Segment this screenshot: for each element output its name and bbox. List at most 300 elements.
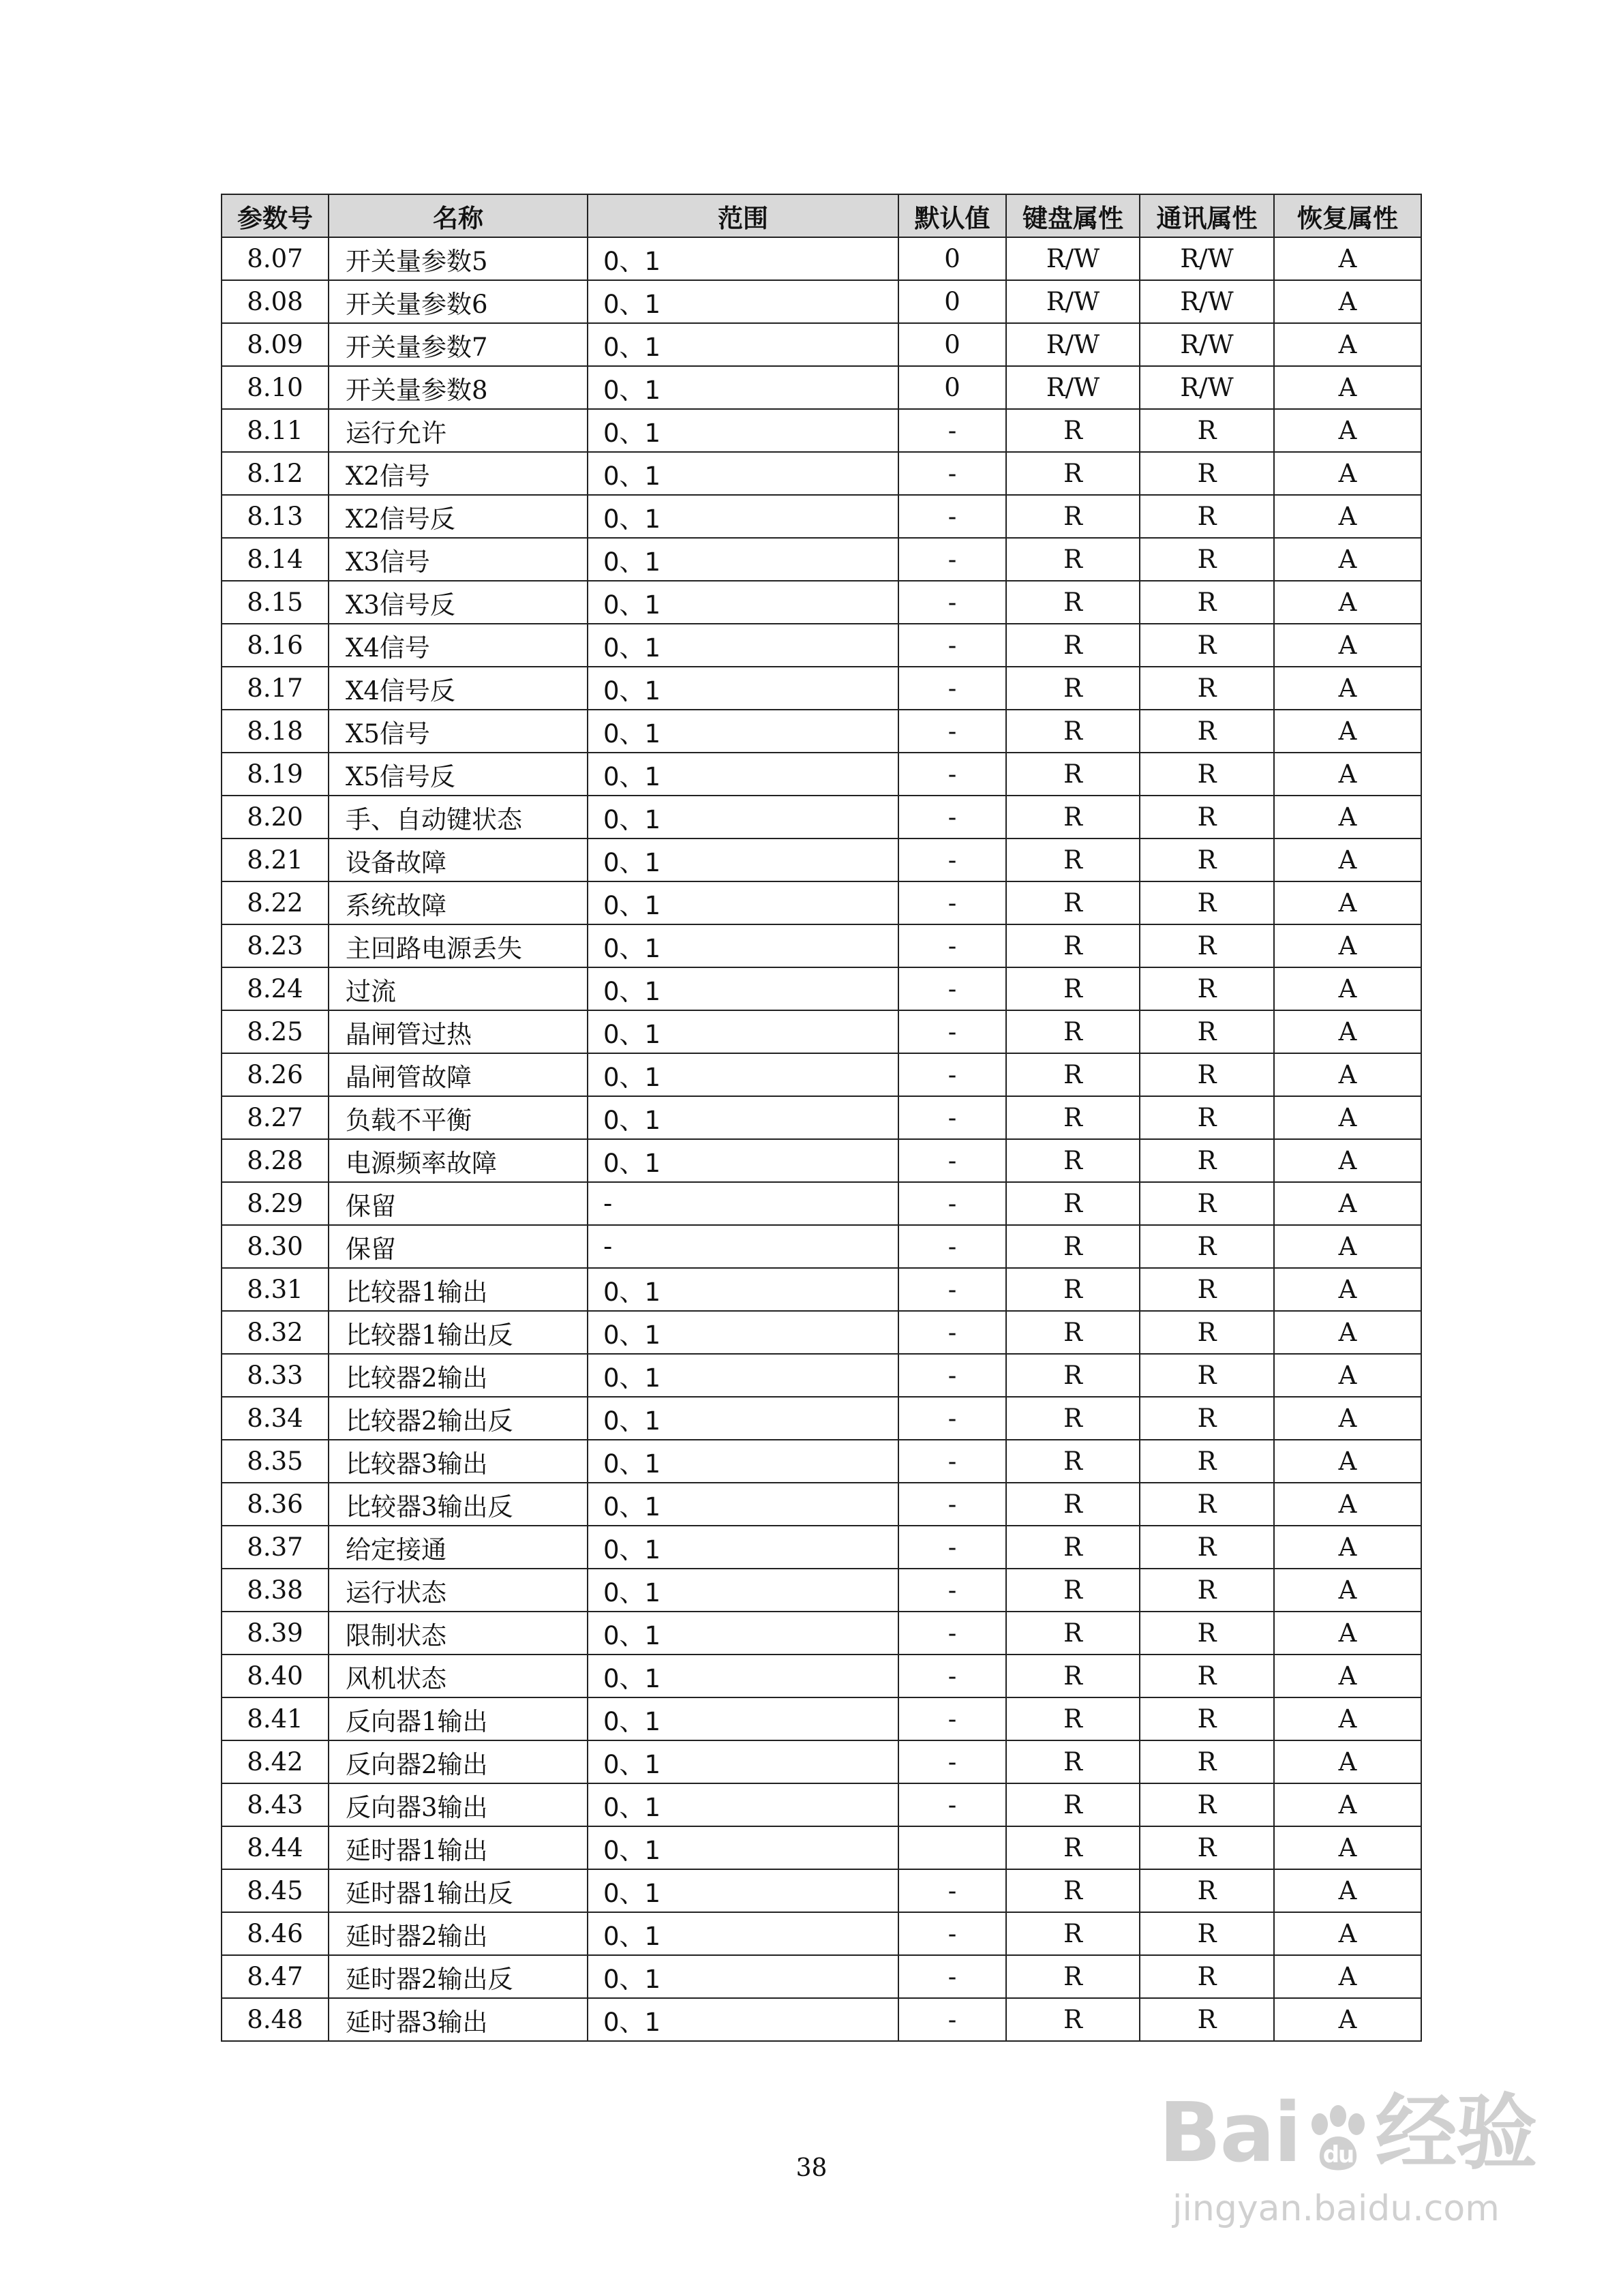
cell-param-no: 8.38 — [222, 1569, 329, 1612]
cell-restore-attr: A — [1274, 1483, 1421, 1526]
cell-default: - — [898, 1397, 1006, 1440]
cell-default: 0 — [898, 237, 1006, 280]
table-body — [222, 237, 1421, 2041]
cell-param-no: 8.33 — [222, 1354, 329, 1397]
cell-comm-attr: R — [1140, 1182, 1274, 1225]
cell-keyboard-attr: R — [1006, 1655, 1140, 1697]
table-row — [222, 710, 1421, 753]
cell-default: - — [898, 967, 1006, 1010]
cell-param-no: 8.20 — [222, 796, 329, 839]
cell-keyboard-attr: R — [1006, 1483, 1140, 1526]
cell-keyboard-attr: R — [1006, 967, 1140, 1010]
cell-restore-attr: A — [1274, 1096, 1421, 1139]
cell-comm-attr: R — [1140, 409, 1274, 452]
header-param-no: 参数号 — [222, 194, 329, 237]
cell-default: - — [898, 667, 1006, 710]
table-row — [222, 796, 1421, 839]
cell-name: 比较器2输出 — [329, 1354, 588, 1397]
cell-default: - — [898, 1268, 1006, 1311]
cell-param-no: 8.10 — [222, 366, 329, 409]
cell-keyboard-attr: R — [1006, 796, 1140, 839]
cell-range: 0、1 — [588, 1998, 898, 2041]
table-row — [222, 1483, 1421, 1526]
cell-param-no: 8.34 — [222, 1397, 329, 1440]
cell-param-no: 8.41 — [222, 1697, 329, 1740]
cell-comm-attr: R — [1140, 753, 1274, 796]
cell-comm-attr: R — [1140, 1526, 1274, 1569]
cell-keyboard-attr: R — [1006, 1096, 1140, 1139]
cell-param-no: 8.45 — [222, 1869, 329, 1912]
cell-range: 0、1 — [588, 452, 898, 495]
cell-range: 0、1 — [588, 1826, 898, 1869]
cell-default: - — [898, 796, 1006, 839]
cell-comm-attr: R — [1140, 1826, 1274, 1869]
cell-default: - — [898, 495, 1006, 538]
paw-icon — [1301, 2101, 1376, 2176]
table-row — [222, 409, 1421, 452]
cell-range: 0、1 — [588, 839, 898, 881]
cell-restore-attr: A — [1274, 967, 1421, 1010]
cell-default: - — [898, 1139, 1006, 1182]
cell-restore-attr: A — [1274, 366, 1421, 409]
cell-default: - — [898, 1955, 1006, 1998]
cell-param-no: 8.44 — [222, 1826, 329, 1869]
cell-name: 保留 — [329, 1225, 588, 1268]
cell-range: 0、1 — [588, 1483, 898, 1526]
cell-default: - — [898, 1182, 1006, 1225]
cell-range: 0、1 — [588, 323, 898, 366]
cell-restore-attr: A — [1274, 667, 1421, 710]
cell-param-no: 8.07 — [222, 237, 329, 280]
cell-param-no: 8.26 — [222, 1053, 329, 1096]
table-row — [222, 1182, 1421, 1225]
cell-comm-attr: R — [1140, 1655, 1274, 1697]
cell-name: 限制状态 — [329, 1612, 588, 1655]
cell-comm-attr: R — [1140, 1955, 1274, 1998]
cell-default: - — [898, 1912, 1006, 1955]
cell-range: 0、1 — [588, 1311, 898, 1354]
cell-range: 0、1 — [588, 495, 898, 538]
cell-default: 0 — [898, 366, 1006, 409]
svg-text:du: du — [1322, 2141, 1353, 2169]
cell-comm-attr: R — [1140, 1053, 1274, 1096]
cell-restore-attr: A — [1274, 1955, 1421, 1998]
cell-name: 设备故障 — [329, 839, 588, 881]
watermark-logo-prefix: Bai — [1159, 2086, 1301, 2181]
cell-restore-attr: A — [1274, 280, 1421, 323]
header-keyboard-attr: 键盘属性 — [1006, 194, 1140, 237]
cell-comm-attr: R — [1140, 1268, 1274, 1311]
cell-name: 给定接通 — [329, 1526, 588, 1569]
table-row — [222, 323, 1421, 366]
cell-restore-attr: A — [1274, 452, 1421, 495]
cell-default: - — [898, 1569, 1006, 1612]
cell-restore-attr: A — [1274, 1569, 1421, 1612]
cell-default: - — [898, 753, 1006, 796]
cell-name: X2信号 — [329, 452, 588, 495]
cell-default: - — [898, 1354, 1006, 1397]
table-row — [222, 538, 1421, 581]
table-row — [222, 1655, 1421, 1697]
cell-param-no: 8.43 — [222, 1783, 329, 1826]
cell-param-no: 8.25 — [222, 1010, 329, 1053]
cell-range: 0、1 — [588, 1612, 898, 1655]
cell-comm-attr: R — [1140, 667, 1274, 710]
cell-restore-attr: A — [1274, 1869, 1421, 1912]
cell-name: X4信号 — [329, 624, 588, 667]
cell-restore-attr: A — [1274, 323, 1421, 366]
cell-keyboard-attr: R — [1006, 1311, 1140, 1354]
cell-comm-attr: R/W — [1140, 237, 1274, 280]
table-row — [222, 452, 1421, 495]
watermark-logo — [1159, 2083, 1541, 2185]
cell-name: 手、自动键状态 — [329, 796, 588, 839]
cell-restore-attr: A — [1274, 710, 1421, 753]
cell-default: - — [898, 1440, 1006, 1483]
cell-default: - — [898, 881, 1006, 924]
cell-keyboard-attr: R — [1006, 1697, 1140, 1740]
cell-param-no: 8.42 — [222, 1740, 329, 1783]
table-row — [222, 1569, 1421, 1612]
cell-restore-attr: A — [1274, 1139, 1421, 1182]
cell-keyboard-attr: R — [1006, 710, 1140, 753]
cell-param-no: 8.19 — [222, 753, 329, 796]
cell-param-no: 8.28 — [222, 1139, 329, 1182]
cell-range: 0、1 — [588, 1655, 898, 1697]
cell-comm-attr: R — [1140, 1096, 1274, 1139]
cell-name: 比较器3输出 — [329, 1440, 588, 1483]
cell-comm-attr: R — [1140, 538, 1274, 581]
cell-param-no: 8.27 — [222, 1096, 329, 1139]
cell-restore-attr: A — [1274, 1526, 1421, 1569]
cell-name: 比较器1输出 — [329, 1268, 588, 1311]
cell-keyboard-attr: R — [1006, 881, 1140, 924]
cell-name: 电源频率故障 — [329, 1139, 588, 1182]
cell-keyboard-attr: R — [1006, 1182, 1140, 1225]
cell-param-no: 8.21 — [222, 839, 329, 881]
table-row — [222, 1612, 1421, 1655]
cell-range: 0、1 — [588, 1912, 898, 1955]
cell-param-no: 8.32 — [222, 1311, 329, 1354]
cell-restore-attr: A — [1274, 1826, 1421, 1869]
cell-name: 系统故障 — [329, 881, 588, 924]
cell-param-no: 8.16 — [222, 624, 329, 667]
cell-range: 0、1 — [588, 1397, 898, 1440]
cell-keyboard-attr: R/W — [1006, 366, 1140, 409]
cell-restore-attr: A — [1274, 409, 1421, 452]
cell-param-no: 8.47 — [222, 1955, 329, 1998]
table-row — [222, 581, 1421, 624]
cell-comm-attr: R — [1140, 1569, 1274, 1612]
cell-restore-attr: A — [1274, 1998, 1421, 2041]
cell-param-no: 8.30 — [222, 1225, 329, 1268]
cell-keyboard-attr: R — [1006, 924, 1140, 967]
cell-default: - — [898, 624, 1006, 667]
cell-name: 延时器1输出 — [329, 1826, 588, 1869]
header-restore-attr: 恢复属性 — [1274, 194, 1421, 237]
cell-range: 0、1 — [588, 924, 898, 967]
cell-name: 开关量参数8 — [329, 366, 588, 409]
cell-comm-attr: R — [1140, 1912, 1274, 1955]
cell-name: 比较器3输出反 — [329, 1483, 588, 1526]
cell-param-no: 8.12 — [222, 452, 329, 495]
cell-default: - — [898, 1783, 1006, 1826]
cell-name: 开关量参数5 — [329, 237, 588, 280]
cell-default: - — [898, 1740, 1006, 1783]
header-range: 范围 — [588, 194, 898, 237]
cell-restore-attr: A — [1274, 1783, 1421, 1826]
cell-default: - — [898, 1010, 1006, 1053]
cell-name: 晶闸管故障 — [329, 1053, 588, 1096]
cell-restore-attr: A — [1274, 1697, 1421, 1740]
cell-restore-attr: A — [1274, 538, 1421, 581]
table-row — [222, 1354, 1421, 1397]
cell-range: 0、1 — [588, 1096, 898, 1139]
cell-name: 开关量参数7 — [329, 323, 588, 366]
parameter-table — [221, 194, 1422, 2042]
cell-keyboard-attr: R — [1006, 1569, 1140, 1612]
cell-range: 0、1 — [588, 237, 898, 280]
cell-keyboard-attr: R — [1006, 1354, 1140, 1397]
cell-comm-attr: R — [1140, 1483, 1274, 1526]
cell-restore-attr: A — [1274, 881, 1421, 924]
cell-default: - — [898, 452, 1006, 495]
header-name: 名称 — [329, 194, 588, 237]
cell-keyboard-attr: R — [1006, 1955, 1140, 1998]
table-row — [222, 667, 1421, 710]
page-number: 38 — [795, 2154, 828, 2182]
table-row — [222, 1869, 1421, 1912]
cell-keyboard-attr: R — [1006, 1268, 1140, 1311]
cell-default: - — [898, 1225, 1006, 1268]
cell-range: 0、1 — [588, 710, 898, 753]
watermark-url: jingyan.baidu.com — [1172, 2188, 1500, 2229]
table-row — [222, 1526, 1421, 1569]
cell-comm-attr: R/W — [1140, 323, 1274, 366]
cell-default: 0 — [898, 280, 1006, 323]
cell-restore-attr: A — [1274, 1010, 1421, 1053]
cell-name: 晶闸管过热 — [329, 1010, 588, 1053]
cell-comm-attr: R — [1140, 1139, 1274, 1182]
cell-default: - — [898, 924, 1006, 967]
cell-keyboard-attr: R — [1006, 1440, 1140, 1483]
cell-comm-attr: R — [1140, 1440, 1274, 1483]
cell-name: 延时器3输出 — [329, 1998, 588, 2041]
cell-default: - — [898, 710, 1006, 753]
cell-restore-attr: A — [1274, 1225, 1421, 1268]
cell-range: 0、1 — [588, 753, 898, 796]
header-default: 默认值 — [898, 194, 1006, 237]
cell-restore-attr: A — [1274, 581, 1421, 624]
cell-restore-attr: A — [1274, 1440, 1421, 1483]
cell-restore-attr: A — [1274, 1655, 1421, 1697]
cell-param-no: 8.18 — [222, 710, 329, 753]
table-row — [222, 839, 1421, 881]
cell-restore-attr: A — [1274, 1053, 1421, 1096]
cell-param-no: 8.11 — [222, 409, 329, 452]
table-row — [222, 1010, 1421, 1053]
cell-comm-attr: R — [1140, 924, 1274, 967]
cell-keyboard-attr: R — [1006, 1612, 1140, 1655]
table-row — [222, 1826, 1421, 1869]
cell-keyboard-attr: R — [1006, 1225, 1140, 1268]
cell-name: 主回路电源丢失 — [329, 924, 588, 967]
cell-restore-attr: A — [1274, 924, 1421, 967]
cell-keyboard-attr: R — [1006, 581, 1140, 624]
cell-name: 反向器1输出 — [329, 1697, 588, 1740]
cell-restore-attr: A — [1274, 495, 1421, 538]
cell-keyboard-attr: R — [1006, 1053, 1140, 1096]
cell-range: 0、1 — [588, 1268, 898, 1311]
cell-comm-attr: R — [1140, 796, 1274, 839]
cell-comm-attr: R/W — [1140, 280, 1274, 323]
cell-keyboard-attr: R — [1006, 452, 1140, 495]
cell-param-no: 8.29 — [222, 1182, 329, 1225]
table-row — [222, 1225, 1421, 1268]
cell-keyboard-attr: R — [1006, 1783, 1140, 1826]
cell-name: 反向器2输出 — [329, 1740, 588, 1783]
cell-keyboard-attr: R — [1006, 624, 1140, 667]
cell-comm-attr: R — [1140, 1010, 1274, 1053]
cell-param-no: 8.15 — [222, 581, 329, 624]
cell-keyboard-attr: R/W — [1006, 237, 1140, 280]
cell-comm-attr: R — [1140, 581, 1274, 624]
cell-default: - — [898, 1311, 1006, 1354]
watermark-logo-suffix: 经验 — [1375, 2086, 1536, 2181]
cell-comm-attr: R — [1140, 1612, 1274, 1655]
table-row — [222, 495, 1421, 538]
cell-default: - — [898, 1655, 1006, 1697]
cell-restore-attr: A — [1274, 1268, 1421, 1311]
table-row — [222, 1139, 1421, 1182]
cell-param-no: 8.13 — [222, 495, 329, 538]
cell-comm-attr: R — [1140, 1225, 1274, 1268]
cell-param-no: 8.36 — [222, 1483, 329, 1526]
cell-comm-attr: R — [1140, 839, 1274, 881]
cell-restore-attr: A — [1274, 1740, 1421, 1783]
table-row — [222, 1096, 1421, 1139]
cell-restore-attr: A — [1274, 1397, 1421, 1440]
cell-default: - — [898, 581, 1006, 624]
cell-keyboard-attr: R — [1006, 1826, 1140, 1869]
cell-param-no: 8.09 — [222, 323, 329, 366]
table-header-row — [222, 194, 1421, 237]
header-comm-attr: 通讯属性 — [1140, 194, 1274, 237]
table-row — [222, 624, 1421, 667]
cell-keyboard-attr: R — [1006, 753, 1140, 796]
table-row — [222, 1998, 1421, 2041]
cell-name: 比较器1输出反 — [329, 1311, 588, 1354]
table-row — [222, 924, 1421, 967]
cell-range: 0、1 — [588, 667, 898, 710]
cell-restore-attr: A — [1274, 624, 1421, 667]
cell-comm-attr: R — [1140, 710, 1274, 753]
cell-keyboard-attr: R — [1006, 1139, 1140, 1182]
cell-param-no: 8.39 — [222, 1612, 329, 1655]
cell-keyboard-attr: R/W — [1006, 323, 1140, 366]
cell-keyboard-attr: R/W — [1006, 280, 1140, 323]
cell-range: 0、1 — [588, 409, 898, 452]
cell-comm-attr: R — [1140, 1354, 1274, 1397]
cell-name: 比较器2输出反 — [329, 1397, 588, 1440]
cell-keyboard-attr: R — [1006, 1912, 1140, 1955]
cell-range: 0、1 — [588, 1440, 898, 1483]
table-row — [222, 1397, 1421, 1440]
cell-range: 0、1 — [588, 1010, 898, 1053]
cell-range: - — [588, 1182, 898, 1225]
table-row — [222, 366, 1421, 409]
cell-param-no: 8.48 — [222, 1998, 329, 2041]
cell-range: 0、1 — [588, 1740, 898, 1783]
baidu-jingyan-watermark — [1159, 2083, 1541, 2260]
cell-keyboard-attr: R — [1006, 1869, 1140, 1912]
table-row — [222, 237, 1421, 280]
table-row — [222, 280, 1421, 323]
cell-range: 0、1 — [588, 881, 898, 924]
cell-keyboard-attr: R — [1006, 1397, 1140, 1440]
cell-range: 0、1 — [588, 624, 898, 667]
cell-range: 0、1 — [588, 967, 898, 1010]
cell-param-no: 8.17 — [222, 667, 329, 710]
cell-keyboard-attr: R — [1006, 1010, 1140, 1053]
cell-name: X4信号反 — [329, 667, 588, 710]
cell-name: X5信号 — [329, 710, 588, 753]
table-row — [222, 1697, 1421, 1740]
cell-range: 0、1 — [588, 796, 898, 839]
cell-range: 0、1 — [588, 1139, 898, 1182]
table-row — [222, 1740, 1421, 1783]
table-row — [222, 1955, 1421, 1998]
cell-comm-attr: R — [1140, 1998, 1274, 2041]
cell-comm-attr: R — [1140, 1397, 1274, 1440]
cell-range: 0、1 — [588, 1783, 898, 1826]
cell-default: - — [898, 1053, 1006, 1096]
cell-name: X2信号反 — [329, 495, 588, 538]
cell-name: X3信号反 — [329, 581, 588, 624]
cell-param-no: 8.08 — [222, 280, 329, 323]
table-row — [222, 1311, 1421, 1354]
cell-restore-attr: A — [1274, 796, 1421, 839]
cell-range: 0、1 — [588, 366, 898, 409]
cell-name: 反向器3输出 — [329, 1783, 588, 1826]
table-row — [222, 1783, 1421, 1826]
cell-restore-attr: A — [1274, 1612, 1421, 1655]
cell-comm-attr: R — [1140, 967, 1274, 1010]
cell-comm-attr: R/W — [1140, 366, 1274, 409]
cell-range: 0、1 — [588, 1955, 898, 1998]
cell-range: 0、1 — [588, 1869, 898, 1912]
cell-restore-attr: A — [1274, 1354, 1421, 1397]
cell-range: 0、1 — [588, 1526, 898, 1569]
cell-range: 0、1 — [588, 1354, 898, 1397]
cell-name: 延时器2输出反 — [329, 1955, 588, 1998]
cell-default: - — [898, 1483, 1006, 1526]
cell-comm-attr: R — [1140, 1869, 1274, 1912]
cell-range: 0、1 — [588, 581, 898, 624]
cell-keyboard-attr: R — [1006, 538, 1140, 581]
table-row — [222, 1268, 1421, 1311]
cell-keyboard-attr: R — [1006, 839, 1140, 881]
cell-restore-attr: A — [1274, 1311, 1421, 1354]
cell-name: 开关量参数6 — [329, 280, 588, 323]
cell-keyboard-attr: R — [1006, 1740, 1140, 1783]
cell-range: - — [588, 1225, 898, 1268]
cell-range: 0、1 — [588, 1697, 898, 1740]
cell-restore-attr: A — [1274, 753, 1421, 796]
cell-comm-attr: R — [1140, 1311, 1274, 1354]
cell-param-no: 8.24 — [222, 967, 329, 1010]
cell-restore-attr: A — [1274, 1912, 1421, 1955]
